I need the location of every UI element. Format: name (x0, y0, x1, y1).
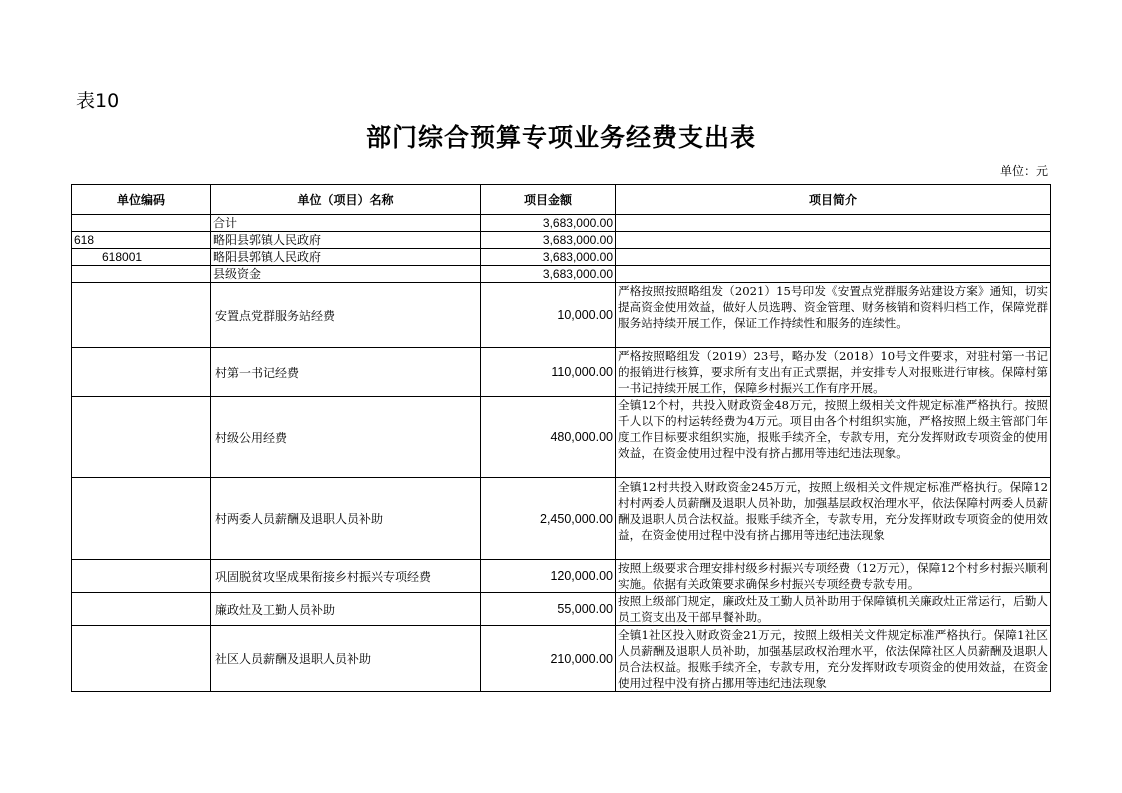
desc-text: 按照上级要求合理安排村级乡村振兴专项经费（12万元），保障12个村乡村振兴顺利实施。依据有关政策要求确保乡村振兴专项经费专款专用。 (618, 561, 1048, 591)
desc-text: 全镇12村共投入财政资金245万元，按照上级相关文件规定标准严格执行。保障12村村两委人员薪酬及退职人员补助，加强基层政权治理水平，依法保障村两委人员薪酬及退职人员合法权益。报账手续齐全，专款专用，充分发挥财政专项资金的使用效益，在资金使用过程中没有挤占挪用等违纪违法现象 (618, 479, 1048, 542)
table-number: 表10 (76, 90, 120, 112)
cell-desc (616, 397, 1051, 478)
document-title: 部门综合预算专项业务经费支出表 (365, 123, 756, 152)
table-row-fund-source (72, 266, 1051, 283)
cell-amount: 3,683,000.00 (481, 249, 616, 266)
cell-desc (616, 626, 1051, 692)
header-code: 单位编码 (72, 185, 211, 215)
cell-code (72, 215, 211, 232)
cell-amount: 3,683,000.00 (481, 266, 616, 283)
cell-desc (616, 593, 1051, 626)
table-row-department (72, 232, 1051, 249)
cell-code: 618001 (72, 249, 211, 266)
cell-desc (616, 560, 1051, 593)
cell-desc (616, 348, 1051, 397)
unit-label: 单位：元 (999, 164, 1048, 178)
header-desc: 项目简介 (616, 185, 1051, 215)
table-row (72, 283, 1051, 348)
cell-name: 略阳县郭镇人民政府 (211, 249, 481, 266)
cell-amount: 2,450,000.00 (481, 478, 616, 560)
cell-code (72, 478, 211, 560)
header-name: 单位（项目）名称 (211, 185, 481, 215)
cell-name: 村第一书记经费 (211, 348, 481, 397)
header-row (72, 185, 1051, 215)
table-row (72, 478, 1051, 560)
cell-code (72, 626, 211, 692)
cell-name: 合计 (211, 215, 481, 232)
cell-code: 618 (72, 232, 211, 249)
desc-text: 严格按照略组发（2019）23号，略办发（2018）10号文件要求，对驻村第一书记的报销进行核算，要求所有支出有正式票据，并安排专人对报账进行审核。保障村第一书记持续开展工作，保障乡村振兴工作有序开展。 (618, 349, 1048, 395)
cell-desc (616, 478, 1051, 560)
cell-code (72, 348, 211, 397)
table-row-total (72, 215, 1051, 232)
cell-name: 安置点党群服务站经费 (211, 283, 481, 348)
table-row (72, 348, 1051, 397)
cell-code (72, 397, 211, 478)
table-row (72, 560, 1051, 593)
desc-text: 严格按照按照略组发（2021）15号印发《安置点党群服务站建设方案》通知，切实提高资金使用效益，做好人员选聘、资金管理、财务核销和资料归档工作，保障党群服务站持续开展工作，保证工作持续性和服务的连续性。 (618, 284, 1048, 330)
cell-amount: 10,000.00 (481, 283, 616, 348)
cell-name: 社区人员薪酬及退职人员补助 (211, 626, 481, 692)
table-row (72, 593, 1051, 626)
cell-desc (616, 266, 1051, 283)
table-row (72, 397, 1051, 478)
cell-name: 村两委人员薪酬及退职人员补助 (211, 478, 481, 560)
cell-name: 巩固脱贫攻坚成果衔接乡村振兴专项经费 (211, 560, 481, 593)
table-row (72, 626, 1051, 692)
desc-text: 全镇12个村，共投入财政资金48万元，按照上级相关文件规定标准严格执行。按照千人以下的村运转经费为4万元。项目由各个村组织实施，严格按照上级主管部门年度工作目标要求组织实施，报账手续齐全，专款专用，充分发挥财政专项资金的使用效益，在资金使用过程中没有挤占挪用等违纪违法现象。 (618, 398, 1048, 460)
cell-desc (616, 232, 1051, 249)
budget-table (71, 184, 1051, 692)
cell-desc (616, 283, 1051, 348)
cell-code (72, 593, 211, 626)
cell-amount: 110,000.00 (481, 348, 616, 397)
cell-amount: 210,000.00 (481, 626, 616, 692)
cell-name: 略阳县郭镇人民政府 (211, 232, 481, 249)
cell-code (72, 283, 211, 348)
cell-name: 县级资金 (211, 266, 481, 283)
table-row-unit (72, 249, 1051, 266)
cell-code (72, 266, 211, 283)
cell-code (72, 560, 211, 593)
cell-amount: 120,000.00 (481, 560, 616, 593)
cell-amount: 480,000.00 (481, 397, 616, 478)
cell-name: 廉政灶及工勤人员补助 (211, 593, 481, 626)
header-amount: 项目金额 (481, 185, 616, 215)
cell-amount: 3,683,000.00 (481, 215, 616, 232)
desc-text: 按照上级部门规定，廉政灶及工勤人员补助用于保障镇机关廉政灶正常运行，后勤人员工资支出及干部早餐补助。 (618, 594, 1048, 624)
cell-amount: 55,000.00 (481, 593, 616, 626)
cell-name: 村级公用经费 (211, 397, 481, 478)
cell-desc (616, 249, 1051, 266)
cell-desc (616, 215, 1051, 232)
desc-text: 全镇1社区投入财政资金21万元，按照上级相关文件规定标准严格执行。保障1社区人员薪酬及退职人员补助，加强基层政权治理水平，依法保障社区人员薪酬及退职人员合法权益。报账手续齐全，专款专用，充分发挥财政专项资金的使用效益，在资金使用过程中没有挤占挪用等违纪违法现象 (618, 627, 1048, 690)
cell-amount: 3,683,000.00 (481, 232, 616, 249)
